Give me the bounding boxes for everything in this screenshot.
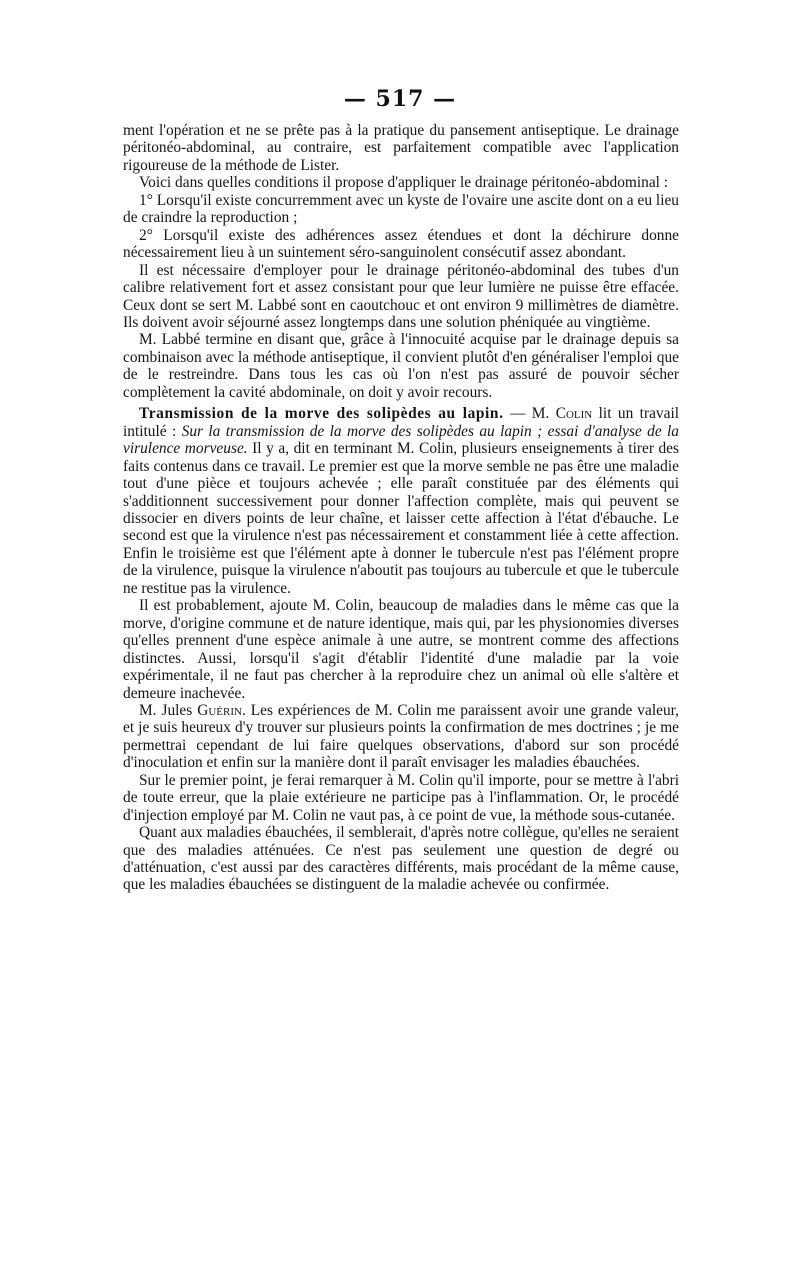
paragraph: Il est nécessaire d'employer pour le drainage péritonéo-abdominal des tubes d'un calibre relativement fort et assez consistant pour que leur lumière ne puisse être effacée. Ceux dont se sert M. Labbé sont en caoutchouc et ont environ 9 millimètres de diamètre. Ils doivent avoir séjourné assez longtemps dans une solution phéniquée au vingtième. <box>123 261 679 331</box>
paragraph: Quant aux maladies ébauchées, il semblerait, d'après notre collègue, qu'elles ne seraient que des maladies atténuées. Ce n'est pas seulement une question de degré ou d'atténuation, c'est aussi par des caractères différents, mais procédant de la même cause, que les maladies ébauchées se distinguent de la maladie achevée ou confirmée. <box>123 824 679 894</box>
paragraph: M. Labbé termine en disant que, grâce à l'innocuité acquise par le drainage depuis sa combinaison avec la méthode antiseptique, il convient plutôt d'en généraliser l'emploi que de le restreindre. Dans tous les cas où l'on n'est pas assuré de pouvoir sécher complètement la cavité abdominale, on doit y avoir recours. <box>123 331 679 401</box>
work-title: Sur la transmission de la morve des solipèdes au lapin ; essai d'analyse de la virulence morveuse. <box>123 422 679 458</box>
paragraph: ment l'opération et ne se prête pas à la pratique du pansement antiseptique. Le drainage péritonéo-abdominal, au contraire, est parfaitement compatible avec l'application rigoureuse de la méthode de Lister. <box>123 122 679 174</box>
paragraph: 1° Lorsqu'il existe concurremment avec un kyste de l'ovaire une ascite dont on a eu lieu de craindre la reproduction ; <box>123 191 679 227</box>
section-heading: Transmission de la morve des solipèdes au lapin. <box>139 405 504 423</box>
reply-author: Guérin <box>197 701 242 719</box>
paragraph: Il est probablement, ajoute M. Colin, beaucoup de maladies dans le même cas que la morve, d'origine commune et de nature identique, mais qui, par les physionomies diverses qu'elles prennent d'une espèce animale à une autre, se montrent comme des affections distinctes. Aussi, lorsqu'il s'agit d'établir l'identité d'une maladie par la voie expérimentale, il ne faut pas chercher à la reproduire chez un animal où elle s'altère et demeure inachevée. <box>123 597 679 702</box>
section-paragraph <box>123 405 679 597</box>
reply-paragraph <box>123 702 679 772</box>
paragraph: Voici dans quelles conditions il propose d'appliquer le drainage péritonéo-abdominal : <box>139 174 669 192</box>
paragraph: 2° Lorsqu'il existe des adhérences assez étendues et dont la déchirure donne nécessairement lieu à un suintement séro-sanguinolent consécutif assez abondant. <box>123 226 679 262</box>
page-number: — 517 — <box>343 86 457 112</box>
author-name: Colin <box>555 405 593 423</box>
author-prefix: M. <box>531 405 556 423</box>
lead-text: lit un travail intitulé : <box>123 405 679 440</box>
reply-prefix: M. Jules <box>139 701 198 719</box>
body-text <box>123 122 679 1034</box>
heading-dash: — <box>503 405 532 423</box>
lead-rest: Il y a, dit en terminant M. Colin, plusieurs enseignements à tirer des faits contenus dans ce travail. Le premier est que la morve semble ne pas être une maladie tout d'une pièce et toujours achevée ; elle paraît constituée par des éléments qui s'additionnent successivement pour donner l'affection complète, mais qui peuvent se dissocier en divers points de leur chaîne, et laisser cette affection à l'état d'ébauche. Le second est que la virulence n'est pas nécessairement et constamment liée à cette affection. Enfin le troisième est que l'élément apte à donner le tubercule n'est pas l'élément propre de la virulence, puisque la virulence n'aboutit pas toujours au tubercule et que le tubercule ne restitue pas la virulence. <box>123 440 679 597</box>
reply-text: . Les expériences de M. Colin me paraissent avoir une grande valeur, et je suis heureux d'y trouver sur plusieurs points la confirmation de mes doctrines ; je me permettrai cependant de lui faire quelques observations, d'abord sur son procédé d'inoculation et enfin sur la manière dont il paraît envisager les maladies ébauchées. <box>123 701 679 772</box>
paragraph: Sur le premier point, je ferai remarquer à M. Colin qu'il importe, pour se mettre à l'abri de toute erreur, que la plaie extérieure ne participe pas à l'inflammation. Or, le procédé d'injection employé par M. Colin ne vaut pas, à ce point de vue, la méthode sous-cutanée. <box>123 771 679 824</box>
